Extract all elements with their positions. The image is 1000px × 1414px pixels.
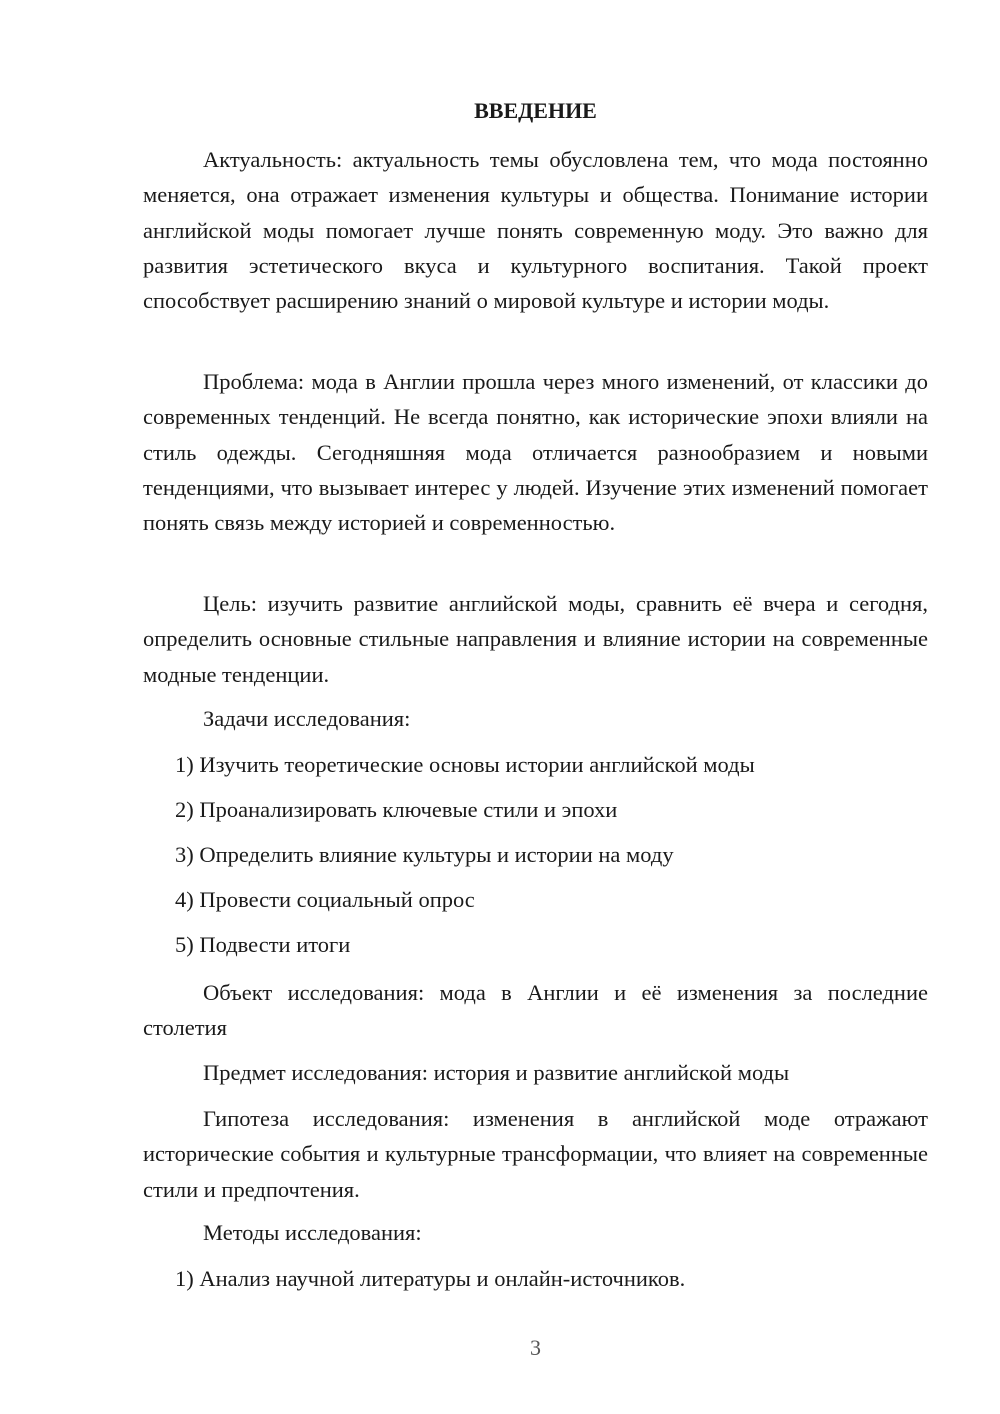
goal-paragraph: Цель: изучить развитие английской моды, сравнить её вчера и сегодня, определить основные стильные направления и влияние истории на современные модные тенденции. bbox=[143, 591, 928, 687]
page-number: 3 bbox=[530, 1335, 541, 1360]
hypothesis-paragraph: Гипотеза исследования: изменения в английской моде отражают исторические события и культурные трансформации, что влияет на современные стили и предпочтения. bbox=[143, 1106, 928, 1202]
methods-heading: Методы исследования: bbox=[203, 1220, 422, 1245]
relevance-paragraph: Актуальность: актуальность темы обусловлена тем, что мода постоянно меняется, она отражает изменения культуры и общества. Понимание истории английской моды помогает лучше понять современную моду. Это важно для развития эстетического вкуса и культурного воспитания. Такой проект способствует расширению знаний о мировой культуре и истории моды. bbox=[143, 147, 928, 314]
task-item-5: 5) Подвести итоги bbox=[175, 932, 351, 957]
problem-paragraph: Проблема: мода в Англии прошла через много изменений, от классики до современных тенденций. Не всегда понятно, как исторические эпохи влияли на стиль одежды. Сегодняшняя мода отличается разнообразием и новыми тенденциями, что вызывает интерес у людей. Изучение этих изменений помогает понять связь между историей и современностью. bbox=[143, 369, 928, 536]
task-item-3: 3) Определить влияние культуры и истории на моду bbox=[175, 842, 674, 867]
object-paragraph: Объект исследования: мода в Англии и её изменения за последние столетия bbox=[143, 980, 928, 1041]
section-title: ВВЕДЕНИЕ bbox=[474, 98, 597, 123]
task-item-1: 1) Изучить теоретические основы истории английской моды bbox=[175, 752, 755, 777]
task-item-2: 2) Проанализировать ключевые стили и эпохи bbox=[175, 797, 618, 822]
subject-paragraph: Предмет исследования: история и развитие английской моды bbox=[203, 1060, 790, 1085]
method-item-1: 1) Анализ научной литературы и онлайн-источников. bbox=[175, 1266, 686, 1291]
document-page bbox=[143, 0, 928, 1414]
task-item-4: 4) Провести социальный опрос bbox=[175, 887, 475, 912]
tasks-heading: Задачи исследования: bbox=[203, 706, 411, 731]
